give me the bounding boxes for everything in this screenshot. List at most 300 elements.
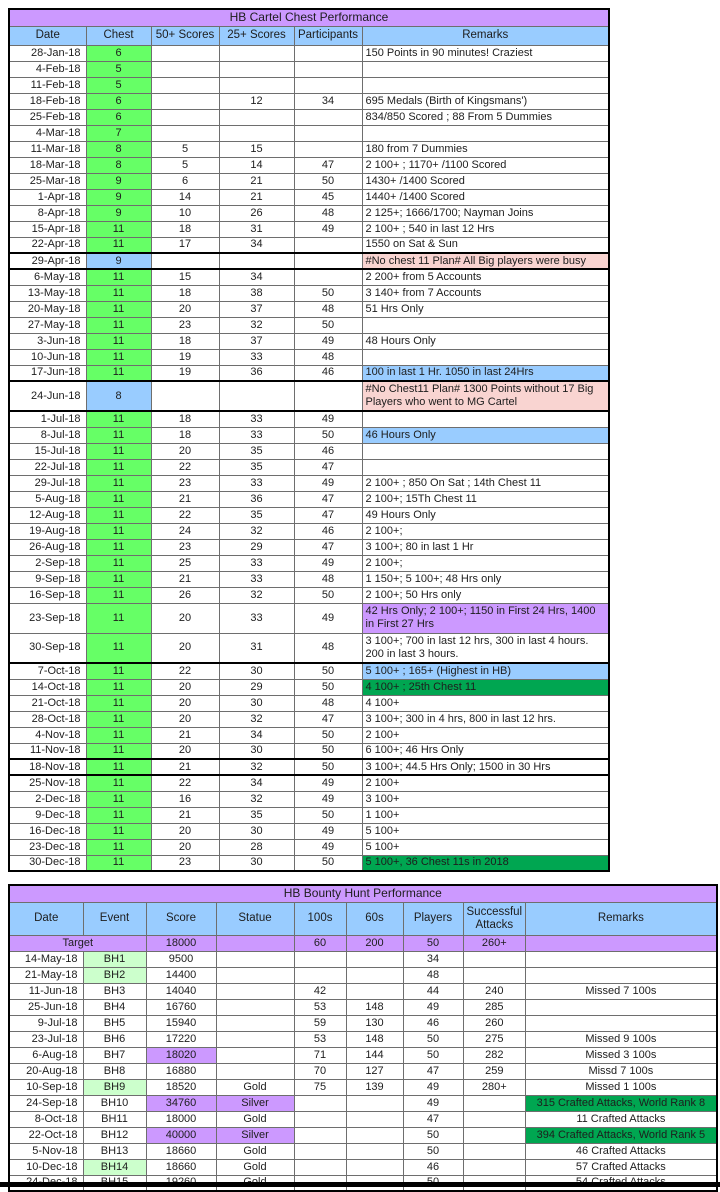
date-cell: 1-Apr-18 <box>9 189 86 205</box>
twentyfive-plus-scores-cell: 36 <box>219 491 294 507</box>
twentyfive-plus-scores-cell: 36 <box>219 365 294 381</box>
table-row <box>9 475 609 491</box>
twentyfive-plus-scores-cell: 21 <box>219 173 294 189</box>
remark-cell: 180 from 7 Dummies <box>362 141 609 157</box>
table-row <box>9 1095 717 1111</box>
date-cell: 4-Feb-18 <box>9 61 86 77</box>
statue-cell <box>216 967 294 983</box>
successful-attacks-cell: 275 <box>463 1031 526 1047</box>
remark-cell: 3 100+; 700 in last 12 hrs, 300 in last 4 hours. 200 in last 3 hours. <box>362 633 609 663</box>
event-cell: BH10 <box>83 1095 146 1111</box>
table-row <box>9 253 609 269</box>
sixties-cell <box>346 1127 403 1143</box>
participants-cell: 50 <box>294 679 362 695</box>
remark-cell <box>526 1015 717 1031</box>
participants-cell: 50 <box>294 663 362 679</box>
date-cell: 19-Aug-18 <box>9 523 86 539</box>
date-cell: 11-Feb-18 <box>9 77 86 93</box>
table-row <box>9 603 609 633</box>
remark-cell <box>362 77 609 93</box>
chest-cell: 8 <box>86 157 151 173</box>
chest-cell: 11 <box>86 759 151 775</box>
table-row <box>9 951 717 967</box>
sixties-cell <box>346 967 403 983</box>
remark-cell: 42 Hrs Only; 2 100+; 1150 in First 24 Hrs, 1400 in First 27 Hrs <box>362 603 609 633</box>
fifty-plus-scores-cell: 19 <box>151 349 219 365</box>
participants-cell <box>294 237 362 253</box>
table-row <box>9 727 609 743</box>
date-cell: 10-Dec-18 <box>9 1159 83 1175</box>
remark-cell: 4 100+ ; 25th Chest 11 <box>362 679 609 695</box>
hundreds-cell <box>294 1095 346 1111</box>
chest-cell: 11 <box>86 365 151 381</box>
table-row <box>9 807 609 823</box>
date-cell: 8-Oct-18 <box>9 1111 83 1127</box>
chest-cell: 11 <box>86 823 151 839</box>
statue-cell: Gold <box>216 1111 294 1127</box>
participants-cell: 47 <box>294 157 362 173</box>
twentyfive-plus-scores-cell: 35 <box>219 507 294 523</box>
remark-cell <box>362 125 609 141</box>
players-cell: 47 <box>403 1063 463 1079</box>
remark-cell: 49 Hours Only <box>362 507 609 523</box>
hundreds-cell: 71 <box>294 1047 346 1063</box>
table-row <box>9 205 609 221</box>
remark-cell: 46 Hours Only <box>362 427 609 443</box>
event-cell: BH13 <box>83 1143 146 1159</box>
table-header-row <box>9 902 717 935</box>
twentyfive-plus-scores-cell: 37 <box>219 301 294 317</box>
sixties-cell: 148 <box>346 1031 403 1047</box>
fifty-plus-scores-cell <box>151 109 219 125</box>
fifty-plus-scores-cell: 18 <box>151 411 219 427</box>
date-cell: 10-Jun-18 <box>9 349 86 365</box>
twentyfive-plus-scores-cell: 37 <box>219 333 294 349</box>
column-header-players: Players <box>403 902 463 935</box>
date-cell: 12-Aug-18 <box>9 507 86 523</box>
remark-cell: 1 100+ <box>362 807 609 823</box>
successful-attacks-cell <box>463 1095 526 1111</box>
date-cell: 30-Dec-18 <box>9 855 86 871</box>
remark-cell: 2 100+ <box>362 775 609 791</box>
chest-cell: 11 <box>86 571 151 587</box>
players-cell: 50 <box>403 1143 463 1159</box>
twentyfive-plus-scores-cell: 34 <box>219 727 294 743</box>
table-row <box>9 539 609 555</box>
table-row <box>9 125 609 141</box>
remark-cell <box>526 999 717 1015</box>
statue-cell <box>216 1047 294 1063</box>
remark-cell: 5 100+, 36 Chest 11s in 2018 <box>362 855 609 871</box>
chest-cell: 11 <box>86 711 151 727</box>
date-cell: 5-Nov-18 <box>9 1143 83 1159</box>
fifty-plus-scores-cell <box>151 45 219 61</box>
twentyfive-plus-scores-cell: 33 <box>219 475 294 491</box>
remark-cell: Missed 9 100s <box>526 1031 717 1047</box>
participants-cell: 48 <box>294 301 362 317</box>
participants-cell: 48 <box>294 633 362 663</box>
date-cell: 16-Dec-18 <box>9 823 86 839</box>
table-row <box>9 77 609 93</box>
date-cell: 23-Sep-18 <box>9 603 86 633</box>
remark-cell: 100 in last 1 Hr. 1050 in last 24Hrs <box>362 365 609 381</box>
remark-cell: 2 100+ ; 850 On Sat ; 14th Chest 11 <box>362 475 609 491</box>
column-header-successful-attacks: Successful Attacks <box>463 902 526 935</box>
column-header-100s: 100s <box>294 902 346 935</box>
fifty-plus-scores-cell: 20 <box>151 695 219 711</box>
table-row <box>9 301 609 317</box>
date-cell: 18-Nov-18 <box>9 759 86 775</box>
twentyfive-plus-scores-cell <box>219 109 294 125</box>
twentyfive-plus-scores-cell <box>219 61 294 77</box>
chest-cell: 11 <box>86 285 151 301</box>
statue-cell: Gold <box>216 1079 294 1095</box>
event-cell: BH9 <box>83 1079 146 1095</box>
statue-cell: Gold <box>216 1143 294 1159</box>
successful-attacks-cell: 240 <box>463 983 526 999</box>
date-cell: 13-May-18 <box>9 285 86 301</box>
remark-cell: 315 Crafted Attacks, World Rank 8 <box>526 1095 717 1111</box>
score-cell: 18660 <box>146 1143 216 1159</box>
sixties-cell <box>346 983 403 999</box>
date-cell: 25-Nov-18 <box>9 775 86 791</box>
date-cell: 27-May-18 <box>9 317 86 333</box>
remark-cell: 2 125+; 1666/1700; Nayman Joins <box>362 205 609 221</box>
table-row <box>9 411 609 427</box>
hundreds-cell: 53 <box>294 999 346 1015</box>
twentyfive-plus-scores-cell: 32 <box>219 523 294 539</box>
players-cell: 34 <box>403 951 463 967</box>
remark-cell <box>362 317 609 333</box>
twentyfive-plus-scores-cell: 32 <box>219 587 294 603</box>
fifty-plus-scores-cell: 22 <box>151 775 219 791</box>
remark-cell: Missd 7 100s <box>526 1063 717 1079</box>
table-row <box>9 999 717 1015</box>
twentyfive-plus-scores-cell: 32 <box>219 317 294 333</box>
table-row <box>9 571 609 587</box>
date-cell: 4-Nov-18 <box>9 727 86 743</box>
twentyfive-plus-scores-cell: 33 <box>219 555 294 571</box>
date-cell: 9-Dec-18 <box>9 807 86 823</box>
chest-cell: 11 <box>86 475 151 491</box>
bottom-black-bar <box>0 1182 720 1187</box>
chest-cell: 11 <box>86 695 151 711</box>
sixties-cell <box>346 1143 403 1159</box>
event-cell: BH6 <box>83 1031 146 1047</box>
table-row <box>9 269 609 285</box>
table-row <box>9 1063 717 1079</box>
participants-cell: 50 <box>294 759 362 775</box>
chest-cell: 8 <box>86 141 151 157</box>
table-header-row <box>9 26 609 45</box>
chest-cell: 11 <box>86 507 151 523</box>
participants-cell: 46 <box>294 523 362 539</box>
remark-cell: 394 Crafted Attacks, World Rank 5 <box>526 1127 717 1143</box>
twentyfive-plus-scores-cell: 31 <box>219 221 294 237</box>
chest-cell: 11 <box>86 459 151 475</box>
twentyfive-plus-scores-cell <box>219 45 294 61</box>
date-cell: 24-Jun-18 <box>9 381 86 411</box>
sixties-cell: 148 <box>346 999 403 1015</box>
fifty-plus-scores-cell: 20 <box>151 839 219 855</box>
fifty-plus-scores-cell <box>151 381 219 411</box>
remark-cell: #No Chest11 Plan# 1300 Points without 17 Big Players who went to MG Cartel <box>362 381 609 411</box>
successful-attacks-cell <box>463 1143 526 1159</box>
remark-cell <box>362 411 609 427</box>
participants-cell: 47 <box>294 711 362 727</box>
sixties-cell <box>346 1159 403 1175</box>
twentyfive-plus-scores-cell: 30 <box>219 855 294 871</box>
participants-cell: 47 <box>294 539 362 555</box>
fifty-plus-scores-cell: 10 <box>151 205 219 221</box>
twentyfive-plus-scores-cell: 14 <box>219 157 294 173</box>
fifty-plus-scores-cell: 20 <box>151 443 219 459</box>
event-cell: BH11 <box>83 1111 146 1127</box>
date-cell: 8-Jul-18 <box>9 427 86 443</box>
hundreds-cell: 70 <box>294 1063 346 1079</box>
fifty-plus-scores-cell: 25 <box>151 555 219 571</box>
remark-cell: 150 Points in 90 minutes! Craziest <box>362 45 609 61</box>
chest-cell: 11 <box>86 555 151 571</box>
table-title: HB Cartel Chest Performance <box>9 9 609 26</box>
event-cell: BH14 <box>83 1159 146 1175</box>
twentyfive-plus-scores-cell: 34 <box>219 775 294 791</box>
table-row <box>9 983 717 999</box>
remark-cell: 3 100+; 80 in last 1 Hr <box>362 539 609 555</box>
chest-cell: 11 <box>86 269 151 285</box>
fifty-plus-scores-cell: 16 <box>151 791 219 807</box>
date-cell: 25-Feb-18 <box>9 109 86 125</box>
successful-attacks-cell <box>463 951 526 967</box>
fifty-plus-scores-cell: 20 <box>151 743 219 759</box>
remark-cell <box>362 349 609 365</box>
event-cell: BH1 <box>83 951 146 967</box>
chest-cell: 11 <box>86 523 151 539</box>
participants-cell <box>294 125 362 141</box>
date-cell: 22-Jul-18 <box>9 459 86 475</box>
statue-cell <box>216 999 294 1015</box>
fifty-plus-scores-cell: 5 <box>151 157 219 173</box>
participants-cell: 50 <box>294 285 362 301</box>
target-row <box>9 935 717 951</box>
twentyfive-plus-scores-cell: 38 <box>219 285 294 301</box>
score-cell: 34760 <box>146 1095 216 1111</box>
twentyfive-plus-scores-cell: 32 <box>219 711 294 727</box>
score-cell: 16880 <box>146 1063 216 1079</box>
participants-cell <box>294 45 362 61</box>
column-header-chest: Chest <box>86 26 151 45</box>
chest-cell: 11 <box>86 539 151 555</box>
hundreds-cell <box>294 951 346 967</box>
players-cell: 49 <box>403 1079 463 1095</box>
remark-cell: 2 100+ ; 540 in last 12 Hrs <box>362 221 609 237</box>
event-cell: BH12 <box>83 1127 146 1143</box>
column-header-remarks: Remarks <box>362 26 609 45</box>
participants-cell: 46 <box>294 443 362 459</box>
hundreds-cell <box>294 1127 346 1143</box>
fifty-plus-scores-cell: 19 <box>151 365 219 381</box>
participants-cell: 49 <box>294 555 362 571</box>
remark-cell: 2 100+; 50 Hrs only <box>362 587 609 603</box>
participants-cell: 48 <box>294 349 362 365</box>
date-cell: 21-May-18 <box>9 967 83 983</box>
remark-cell: 6 100+; 46 Hrs Only <box>362 743 609 759</box>
players-cell: 50 <box>403 1047 463 1063</box>
table-row <box>9 555 609 571</box>
participants-cell: 50 <box>294 427 362 443</box>
sixties-cell: 127 <box>346 1063 403 1079</box>
fifty-plus-scores-cell: 23 <box>151 539 219 555</box>
column-header-25-scores: 25+ Scores <box>219 26 294 45</box>
twentyfive-plus-scores-cell: 32 <box>219 759 294 775</box>
participants-cell: 49 <box>294 475 362 491</box>
fifty-plus-scores-cell: 22 <box>151 459 219 475</box>
table-row <box>9 1111 717 1127</box>
fifty-plus-scores-cell: 21 <box>151 491 219 507</box>
chest-cell: 11 <box>86 855 151 871</box>
fifty-plus-scores-cell: 21 <box>151 807 219 823</box>
statue-cell <box>216 1015 294 1031</box>
chest-cell: 11 <box>86 317 151 333</box>
participants-cell <box>294 141 362 157</box>
remark-cell: Missed 3 100s <box>526 1047 717 1063</box>
chest-cell: 8 <box>86 381 151 411</box>
participants-cell <box>294 381 362 411</box>
table-row <box>9 333 609 349</box>
date-cell: 11-Nov-18 <box>9 743 86 759</box>
remark-cell: 4 100+ <box>362 695 609 711</box>
chest-cell: 11 <box>86 791 151 807</box>
hundreds-cell <box>294 1143 346 1159</box>
date-cell: 21-Oct-18 <box>9 695 86 711</box>
statue-cell: Silver <box>216 1095 294 1111</box>
remark-cell: 48 Hours Only <box>362 333 609 349</box>
remark-cell: #No chest 11 Plan# All Big players were busy <box>362 253 609 269</box>
participants-cell: 47 <box>294 507 362 523</box>
date-cell: 8-Apr-18 <box>9 205 86 221</box>
twentyfive-plus-scores-cell: 34 <box>219 269 294 285</box>
participants-cell: 50 <box>294 855 362 871</box>
date-cell: 22-Oct-18 <box>9 1127 83 1143</box>
event-cell: BH8 <box>83 1063 146 1079</box>
score-cell: 9500 <box>146 951 216 967</box>
remark-cell: 11 Crafted Attacks <box>526 1111 717 1127</box>
event-cell: BH2 <box>83 967 146 983</box>
chest-cell: 9 <box>86 173 151 189</box>
chest-cell: 11 <box>86 301 151 317</box>
remark-cell: 1440+ /1400 Scored <box>362 189 609 205</box>
chest-cell: 11 <box>86 333 151 349</box>
chest-cell: 9 <box>86 189 151 205</box>
fifty-plus-scores-cell: 20 <box>151 823 219 839</box>
participants-cell: 50 <box>294 587 362 603</box>
twentyfive-plus-scores-cell: 30 <box>219 663 294 679</box>
remark-cell: 1550 on Sat & Sun <box>362 237 609 253</box>
date-cell: 15-Apr-18 <box>9 221 86 237</box>
chest-cell: 6 <box>86 45 151 61</box>
chest-cell: 11 <box>86 727 151 743</box>
hundreds-cell: 59 <box>294 1015 346 1031</box>
table-row <box>9 141 609 157</box>
participants-cell <box>294 77 362 93</box>
fifty-plus-scores-cell: 21 <box>151 571 219 587</box>
fifty-plus-scores-cell: 14 <box>151 189 219 205</box>
remark-cell: 5 100+ <box>362 839 609 855</box>
sixties-cell <box>346 1111 403 1127</box>
chest-cell: 11 <box>86 411 151 427</box>
remark-cell: 3 100+; 44.5 Hrs Only; 1500 in 30 Hrs <box>362 759 609 775</box>
participants-cell: 47 <box>294 491 362 507</box>
table-row <box>9 317 609 333</box>
remark-cell: Missed 1 100s <box>526 1079 717 1095</box>
fifty-plus-scores-cell: 23 <box>151 475 219 491</box>
fifty-plus-scores-cell: 15 <box>151 269 219 285</box>
column-header-50-scores: 50+ Scores <box>151 26 219 45</box>
participants-cell: 49 <box>294 791 362 807</box>
table-row <box>9 775 609 791</box>
date-cell: 25-Jun-18 <box>9 999 83 1015</box>
remark-cell: 834/850 Scored ; 88 From 5 Dummies <box>362 109 609 125</box>
fifty-plus-scores-cell: 20 <box>151 301 219 317</box>
statue-cell <box>216 935 294 951</box>
date-cell: 2-Dec-18 <box>9 791 86 807</box>
remark-cell <box>362 61 609 77</box>
table-row <box>9 679 609 695</box>
participants-cell: 49 <box>294 839 362 855</box>
date-cell: 24-Sep-18 <box>9 1095 83 1111</box>
twentyfive-plus-scores-cell <box>219 381 294 411</box>
table-row <box>9 855 609 871</box>
participants-cell: 49 <box>294 603 362 633</box>
twentyfive-plus-scores-cell: 32 <box>219 791 294 807</box>
date-cell: 23-Dec-18 <box>9 839 86 855</box>
statue-cell: Gold <box>216 1159 294 1175</box>
statue-cell: Silver <box>216 1127 294 1143</box>
remark-cell <box>526 967 717 983</box>
date-cell: 2-Sep-18 <box>9 555 86 571</box>
table-row <box>9 967 717 983</box>
successful-attacks-cell: 259 <box>463 1063 526 1079</box>
table-row <box>9 1079 717 1095</box>
fifty-plus-scores-cell: 20 <box>151 633 219 663</box>
twentyfive-plus-scores-cell: 33 <box>219 603 294 633</box>
table-title-row <box>9 9 609 26</box>
hundreds-cell <box>294 967 346 983</box>
participants-cell: 50 <box>294 807 362 823</box>
remark-cell: 2 100+ ; 1170+ /1100 Scored <box>362 157 609 173</box>
statue-cell <box>216 983 294 999</box>
twentyfive-plus-scores-cell: 34 <box>219 237 294 253</box>
chest-cell: 11 <box>86 491 151 507</box>
chest-cell: 9 <box>86 205 151 221</box>
hundreds-cell <box>294 1159 346 1175</box>
table-row <box>9 839 609 855</box>
date-cell: 10-Sep-18 <box>9 1079 83 1095</box>
hundreds-cell <box>294 1111 346 1127</box>
remark-cell <box>526 935 717 951</box>
table-row <box>9 743 609 759</box>
table-row <box>9 285 609 301</box>
remark-cell: 2 100+; 15Th Chest 11 <box>362 491 609 507</box>
chest-cell: 11 <box>86 663 151 679</box>
score-cell: 18000 <box>146 1111 216 1127</box>
table-row <box>9 189 609 205</box>
table-row <box>9 109 609 125</box>
twentyfive-plus-scores-cell: 35 <box>219 443 294 459</box>
date-cell: 6-Aug-18 <box>9 1047 83 1063</box>
date-cell: 29-Apr-18 <box>9 253 86 269</box>
event-cell: BH5 <box>83 1015 146 1031</box>
